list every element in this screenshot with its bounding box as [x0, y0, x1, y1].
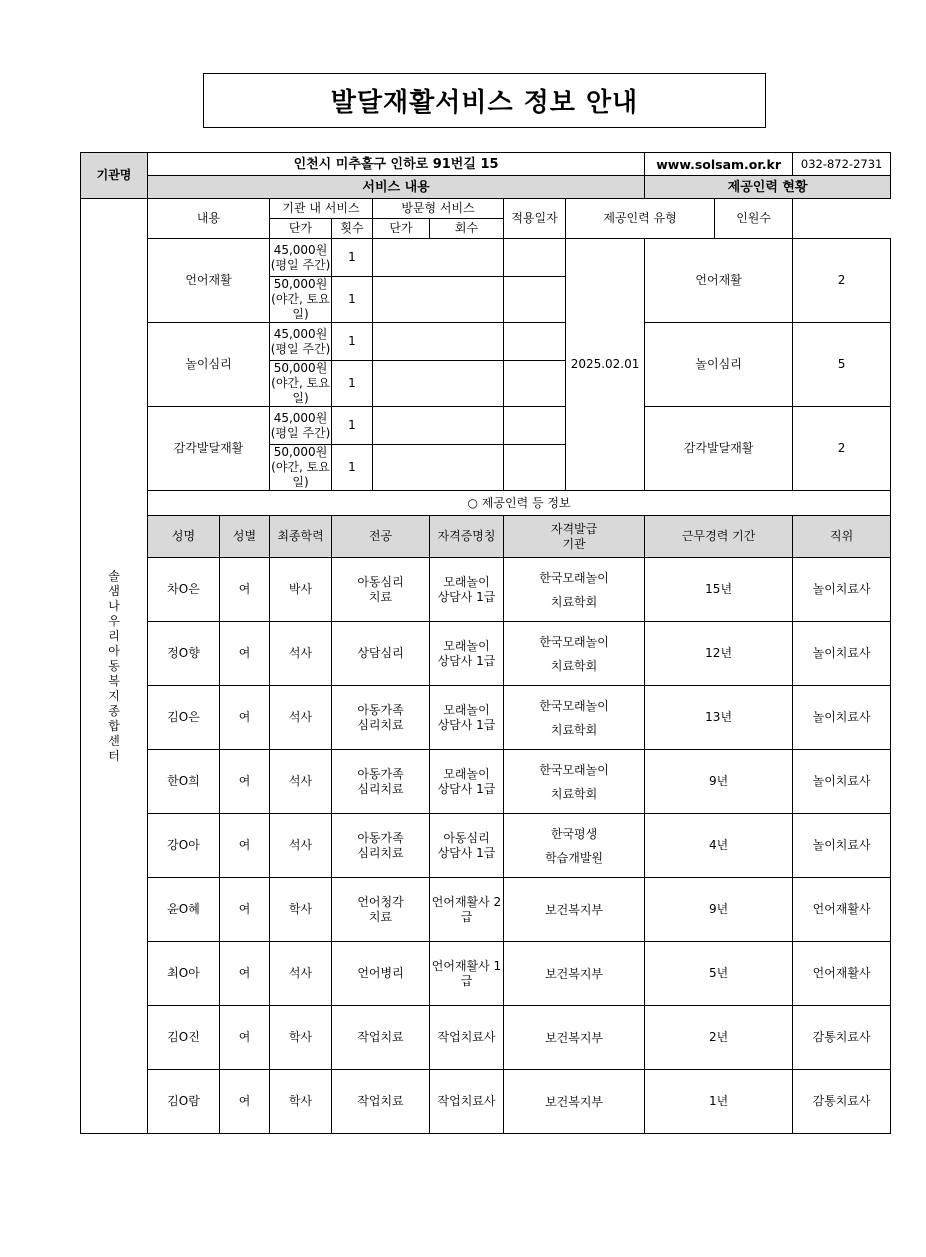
staff-education: 석사 — [270, 814, 332, 878]
staff-education: 석사 — [270, 686, 332, 750]
price-note: (야간, 토요일) — [271, 460, 330, 489]
cert-line: 모래놀이 — [443, 766, 490, 781]
service-row — [81, 323, 891, 361]
visit-count-empty — [504, 239, 566, 277]
price-value: 50,000원 — [273, 361, 328, 375]
staff-major — [332, 686, 430, 750]
price-note: (야간, 토요일) — [271, 292, 330, 321]
staff-issuer — [504, 1070, 645, 1134]
cert-line: 모래놀이 — [443, 574, 490, 589]
staff-name: 김O진 — [148, 1006, 220, 1070]
staff-count-value: 2 — [793, 239, 891, 323]
staff-section-title: ○ 제공인력 등 정보 — [148, 491, 891, 516]
staff-position: 놀이치료사 — [793, 558, 891, 622]
staff-row — [81, 1070, 891, 1134]
staff-col-name: 성명 — [148, 516, 220, 558]
page-title: 발달재활서비스 정보 안내 — [203, 73, 766, 128]
cert-line: 상담사 1급 — [437, 781, 496, 796]
price-note: (야간, 토요일) — [271, 376, 330, 405]
staff-issuer — [504, 1006, 645, 1070]
staff-name: 최O아 — [148, 942, 220, 1006]
cert-line: 언어재활사 2급 — [431, 894, 502, 924]
cert-line: 상담사 1급 — [437, 845, 496, 860]
issuer-line: 치료학회 — [550, 594, 598, 609]
staff-issuer — [504, 622, 645, 686]
cert-line: 작업치료사 — [437, 1030, 496, 1044]
cert-line: 모래놀이 — [443, 702, 490, 717]
col-staff-type: 제공인력 유형 — [566, 199, 715, 239]
staff-type-value: 감각발달재활 — [645, 407, 793, 491]
major-line: 아동가족 — [357, 830, 404, 845]
col-visiting: 방문형 서비스 — [373, 199, 504, 219]
price-value: 45,000원 — [273, 242, 328, 257]
staff-row — [81, 814, 891, 878]
service-name: 감각발달재활 — [148, 407, 270, 491]
staff-name: 김O람 — [148, 1070, 220, 1134]
staff-col-gender: 성별 — [220, 516, 270, 558]
agency-name-vertical — [81, 199, 148, 1134]
visit-count-empty — [504, 407, 566, 445]
agency-name-char: 아 — [108, 643, 120, 658]
staff-education: 박사 — [270, 558, 332, 622]
phone-number: 032-872-2731 — [793, 153, 891, 176]
service-price — [270, 277, 332, 323]
major-line: 아동가족 — [357, 702, 404, 717]
staff-education: 석사 — [270, 750, 332, 814]
major-line: 심리치료 — [357, 845, 404, 860]
service-price — [270, 361, 332, 407]
service-count: 1 — [332, 445, 373, 491]
issuer-line: 한국모래놀이 — [539, 698, 609, 713]
apply-date-value: 2025.02.01 — [566, 239, 645, 491]
staff-cert — [430, 558, 504, 622]
staff-cert — [430, 1006, 504, 1070]
staff-issuer — [504, 750, 645, 814]
issuer-line: 보건복지부 — [545, 902, 604, 917]
staff-type-value: 언어재활 — [645, 239, 793, 323]
major-line: 심리치료 — [357, 717, 404, 732]
major-line: 아동가족 — [357, 766, 404, 781]
service-content-label: 서비스 내용 — [148, 176, 645, 199]
staff-row — [81, 622, 891, 686]
staff-gender: 여 — [220, 814, 270, 878]
major-line: 작업치료 — [357, 1030, 404, 1044]
website-link[interactable]: www.solsam.or.kr — [645, 153, 793, 176]
issuer-line: 한국평생 — [550, 826, 598, 841]
visit-count-empty — [504, 361, 566, 407]
staff-education: 학사 — [270, 878, 332, 942]
service-count: 1 — [332, 323, 373, 361]
staff-position: 언어재활사 — [793, 878, 891, 942]
service-count: 1 — [332, 239, 373, 277]
staff-major — [332, 814, 430, 878]
staff-name: 한O희 — [148, 750, 220, 814]
issuer-header-line: 기관 — [562, 536, 586, 551]
staff-name: 김O은 — [148, 686, 220, 750]
major-line: 아동심리 — [357, 574, 404, 589]
service-price — [270, 407, 332, 445]
staff-position: 놀이치료사 — [793, 686, 891, 750]
staff-position: 감통치료사 — [793, 1070, 891, 1134]
col-unit-price: 단가 — [270, 219, 332, 239]
price-value: 50,000원 — [273, 445, 328, 459]
col-in-agency: 기관 내 서비스 — [270, 199, 373, 219]
price-value: 45,000원 — [273, 410, 328, 425]
staff-row — [81, 686, 891, 750]
service-count: 1 — [332, 361, 373, 407]
service-name: 언어재활 — [148, 239, 270, 323]
staff-name: 강O아 — [148, 814, 220, 878]
staff-col-education: 최종학력 — [270, 516, 332, 558]
staff-education: 석사 — [270, 942, 332, 1006]
issuer-line: 학습개발원 — [545, 850, 604, 865]
staff-count-value: 2 — [793, 407, 891, 491]
staff-career: 2년 — [645, 1006, 793, 1070]
cert-line: 언어재활사 1급 — [431, 958, 502, 988]
major-line: 치료 — [368, 589, 393, 604]
staff-education: 석사 — [270, 622, 332, 686]
issuer-line: 보건복지부 — [545, 966, 604, 981]
cert-line: 모래놀이 — [443, 638, 490, 653]
visit-price-empty — [373, 239, 504, 277]
staff-gender: 여 — [220, 1070, 270, 1134]
staff-career: 13년 — [645, 686, 793, 750]
staff-position: 언어재활사 — [793, 942, 891, 1006]
staff-col-major: 전공 — [332, 516, 430, 558]
issuer-line: 치료학회 — [550, 722, 598, 737]
col-staff-count: 인원수 — [715, 199, 793, 239]
cert-line: 아동심리 — [443, 830, 490, 845]
issuer-line: 보건복지부 — [545, 1094, 604, 1109]
cert-line: 상담사 1급 — [437, 717, 496, 732]
staff-career: 15년 — [645, 558, 793, 622]
agency-name-char: 리 — [108, 628, 120, 643]
major-line: 언어청각 — [357, 894, 404, 909]
agency-name-char: 합 — [108, 718, 120, 733]
staff-major — [332, 622, 430, 686]
major-line: 심리치료 — [357, 781, 404, 796]
staff-major — [332, 750, 430, 814]
staff-name: 차O은 — [148, 558, 220, 622]
staff-major — [332, 942, 430, 1006]
agency-name-char: 복 — [108, 673, 120, 688]
staff-cert — [430, 622, 504, 686]
staff-issuer — [504, 814, 645, 878]
staff-position: 놀이치료사 — [793, 814, 891, 878]
major-line: 작업치료 — [357, 1094, 404, 1108]
staff-status-label: 제공인력 현황 — [645, 176, 891, 199]
staff-count-value: 5 — [793, 323, 891, 407]
staff-row — [81, 750, 891, 814]
agency-name-char: 동 — [108, 658, 120, 673]
issuer-line: 한국모래놀이 — [539, 634, 609, 649]
visit-price-empty — [373, 323, 504, 361]
service-price — [270, 239, 332, 277]
staff-issuer — [504, 686, 645, 750]
staff-col-issuer — [504, 516, 645, 558]
staff-gender: 여 — [220, 686, 270, 750]
issuer-line: 치료학회 — [550, 786, 598, 801]
agency-name-char: 지 — [108, 688, 120, 703]
agency-name-char: 터 — [108, 748, 120, 763]
staff-career: 12년 — [645, 622, 793, 686]
staff-cert — [430, 878, 504, 942]
staff-name: 정O향 — [148, 622, 220, 686]
staff-major — [332, 878, 430, 942]
visit-count-empty — [504, 445, 566, 491]
staff-position: 감통치료사 — [793, 1006, 891, 1070]
visit-count-empty — [504, 277, 566, 323]
agency-name-char: 나 — [108, 598, 120, 613]
staff-career: 5년 — [645, 942, 793, 1006]
issuer-header-line: 자격발급 — [550, 521, 598, 536]
staff-career: 4년 — [645, 814, 793, 878]
major-line: 언어병리 — [357, 966, 404, 980]
staff-row — [81, 878, 891, 942]
staff-gender: 여 — [220, 558, 270, 622]
staff-position: 놀이치료사 — [793, 622, 891, 686]
col-content: 내용 — [148, 199, 270, 239]
service-name: 놀이심리 — [148, 323, 270, 407]
staff-issuer — [504, 878, 645, 942]
staff-gender: 여 — [220, 878, 270, 942]
staff-major — [332, 1070, 430, 1134]
staff-gender: 여 — [220, 942, 270, 1006]
staff-row — [81, 558, 891, 622]
visit-price-empty — [373, 277, 504, 323]
staff-row — [81, 1006, 891, 1070]
staff-col-position: 직위 — [793, 516, 891, 558]
staff-type-value: 놀이심리 — [645, 323, 793, 407]
major-line: 상담심리 — [357, 646, 404, 660]
visit-price-empty — [373, 445, 504, 491]
staff-col-career: 근무경력 기간 — [645, 516, 793, 558]
col-apply-date: 적용일자 — [504, 199, 566, 239]
issuer-line: 한국모래놀이 — [539, 570, 609, 585]
agency-name-char: 종 — [108, 703, 120, 718]
major-line: 치료 — [368, 909, 393, 924]
price-note: (평일 주간) — [270, 257, 331, 272]
staff-gender: 여 — [220, 1006, 270, 1070]
cert-line: 작업치료사 — [437, 1094, 496, 1108]
address: 인천시 미추홀구 인하로 91번길 15 — [148, 153, 645, 176]
staff-education: 학사 — [270, 1070, 332, 1134]
staff-gender: 여 — [220, 622, 270, 686]
info-table — [80, 152, 891, 1134]
staff-issuer — [504, 558, 645, 622]
service-count: 1 — [332, 277, 373, 323]
service-count: 1 — [332, 407, 373, 445]
staff-cert — [430, 750, 504, 814]
price-value: 45,000원 — [273, 326, 328, 341]
visit-count-empty — [504, 323, 566, 361]
cert-line: 상담사 1급 — [437, 653, 496, 668]
agency-name-char: 솔 — [108, 568, 120, 583]
col-count-visit: 회수 — [430, 219, 504, 239]
staff-cert — [430, 814, 504, 878]
price-note: (평일 주간) — [270, 341, 331, 356]
price-note: (평일 주간) — [270, 425, 331, 440]
staff-cert — [430, 1070, 504, 1134]
issuer-line: 보건복지부 — [545, 1030, 604, 1045]
staff-gender: 여 — [220, 750, 270, 814]
agency-name-char: 샘 — [108, 583, 120, 598]
staff-issuer — [504, 942, 645, 1006]
issuer-line: 치료학회 — [550, 658, 598, 673]
staff-major — [332, 558, 430, 622]
agency-name-char: 센 — [108, 733, 120, 748]
staff-row — [81, 942, 891, 1006]
cert-line: 상담사 1급 — [437, 589, 496, 604]
staff-name: 윤O혜 — [148, 878, 220, 942]
staff-col-cert: 자격증명칭 — [430, 516, 504, 558]
staff-cert — [430, 686, 504, 750]
staff-position: 놀이치료사 — [793, 750, 891, 814]
staff-major — [332, 1006, 430, 1070]
service-row — [81, 239, 891, 277]
service-price — [270, 445, 332, 491]
staff-career: 1년 — [645, 1070, 793, 1134]
staff-career: 9년 — [645, 750, 793, 814]
issuer-line: 한국모래놀이 — [539, 762, 609, 777]
col-count: 횟수 — [332, 219, 373, 239]
visit-price-empty — [373, 361, 504, 407]
price-value: 50,000원 — [273, 277, 328, 291]
agency-name-char: 우 — [108, 613, 120, 628]
col-unit-price-visit: 단가 — [373, 219, 430, 239]
staff-career: 9년 — [645, 878, 793, 942]
service-price — [270, 323, 332, 361]
staff-education: 학사 — [270, 1006, 332, 1070]
staff-cert — [430, 942, 504, 1006]
agency-label: 기관명 — [81, 153, 148, 199]
visit-price-empty — [373, 407, 504, 445]
service-row — [81, 407, 891, 445]
